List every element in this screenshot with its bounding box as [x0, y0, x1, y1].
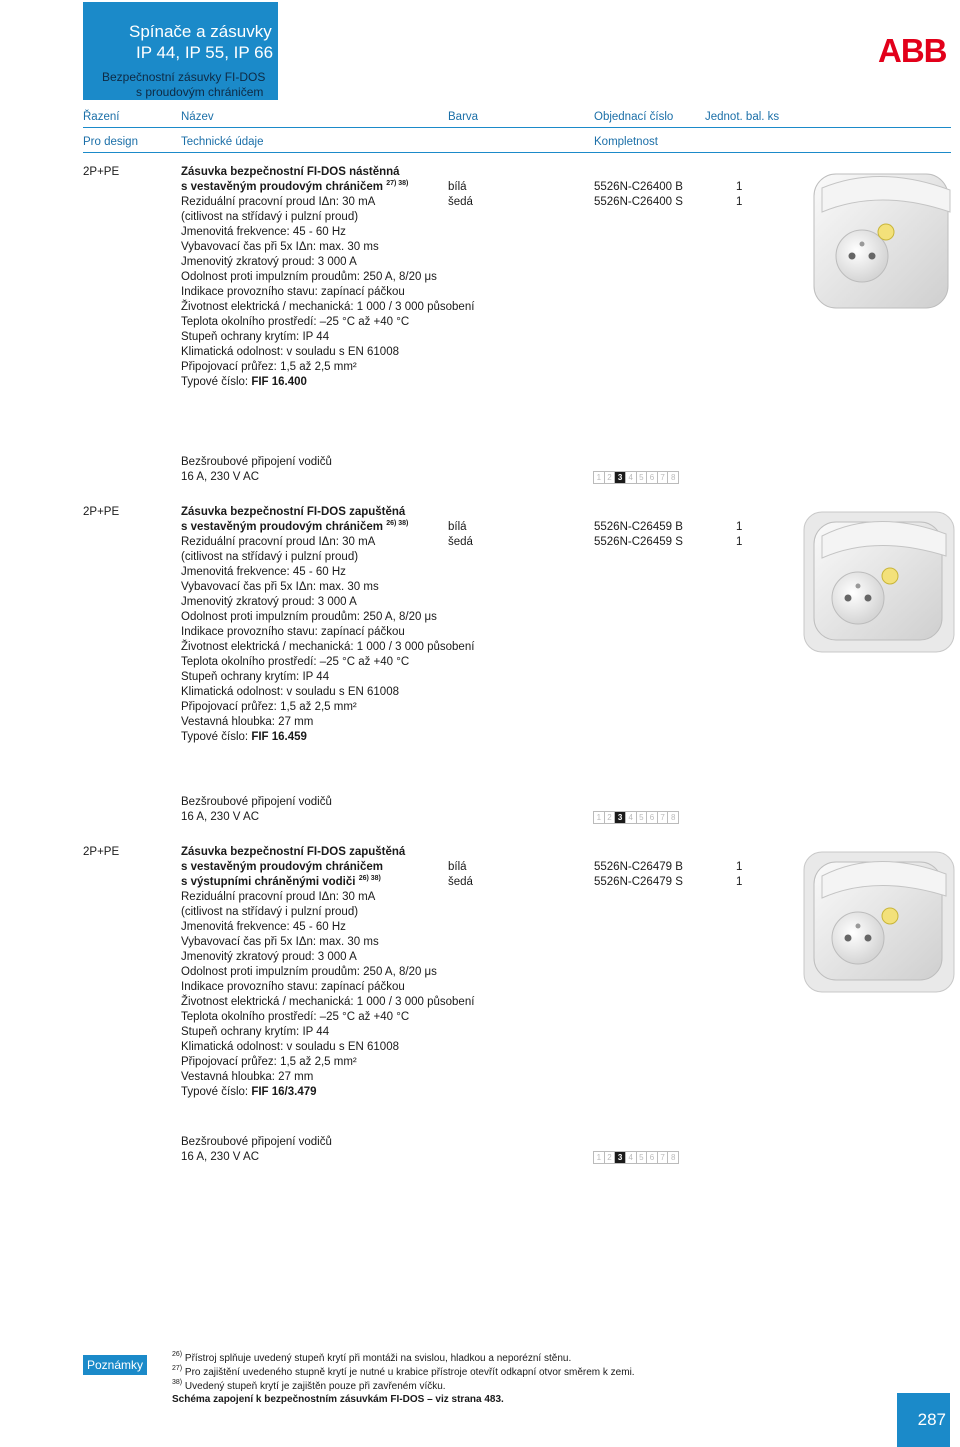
spec-line: Připojovací průřez: 1,5 až 2,5 mm²	[181, 1056, 357, 1068]
wiring-box: 3	[615, 472, 626, 483]
wiring-box: 5	[637, 472, 648, 483]
variant-order-number: 5526N-C26400 B	[594, 181, 683, 193]
spec-line: Vestavná hloubka: 27 mm	[181, 716, 314, 728]
note-item	[172, 1380, 446, 1393]
wiring-box: 6	[647, 812, 658, 823]
footnote-ref: 26) 38)	[386, 520, 409, 527]
col-jednot-bal: Jednot. bal. ks	[705, 111, 780, 123]
spec-line: Indikace provozního stavu: zapínací páčkou	[181, 981, 405, 993]
footnote-ref: 26) 38)	[358, 875, 381, 882]
spec-line: Připojovací průřez: 1,5 až 2,5 mm²	[181, 701, 357, 713]
wiring-box: 2	[605, 812, 616, 823]
type-number-value: FIF 16.459	[251, 731, 307, 743]
wiring-box: 7	[658, 812, 669, 823]
spec-line: Reziduální pracovní proud IΔn: 30 mA	[181, 891, 376, 903]
section-header	[83, 2, 278, 100]
note-item	[172, 1366, 635, 1379]
variant-pack-qty: 1	[736, 181, 743, 193]
spec-line: Reziduální pracovní proud IΔn: 30 mA	[181, 536, 376, 548]
col-objednaci-cislo: Objednací číslo	[594, 111, 674, 123]
spec-line: Teplota okolního prostředí: –25 °C až +40 °C	[181, 656, 410, 668]
product-photo	[796, 840, 956, 1000]
wiring-box: 7	[658, 472, 669, 483]
variant-pack-qty: 1	[736, 521, 743, 533]
variant-barva: bílá	[448, 861, 467, 873]
product-title-line2	[181, 180, 408, 195]
spec-line: Jmenovitý zkratový proud: 3 000 A	[181, 951, 357, 963]
section-subtitle-2: s proudovým chráničem	[136, 85, 264, 99]
product-title-text: s vestavěným proudovým chráničem	[181, 521, 383, 533]
footnote-ref: 27) 38)	[386, 180, 409, 187]
col-razeni: Řazení	[83, 111, 120, 123]
product-razeni: 2P+PE	[83, 506, 120, 518]
variant-barva: šedá	[448, 876, 473, 888]
type-number-value: FIF 16/3.479	[251, 1086, 317, 1098]
col-barva: Barva	[448, 111, 479, 123]
spec-line: Stupeň ochrany krytím: IP 44	[181, 1026, 330, 1038]
spec-line: Jmenovitá frekvence: 45 - 60 Hz	[181, 921, 346, 933]
spec-line: Životnost elektrická / mechanická: 1 000 / 3 000 působení	[181, 996, 475, 1008]
rating: 16 A, 230 V AC	[181, 471, 260, 483]
wiring-box: 5	[637, 812, 648, 823]
wiring-box: 8	[670, 1153, 676, 1162]
wiring-box: 8	[670, 813, 676, 822]
wiring-box: 1	[594, 812, 605, 823]
col-technicke-udaje: Technické údaje	[181, 136, 264, 148]
section-title: Spínače a zásuvky	[129, 22, 272, 41]
variant-barva: bílá	[448, 181, 467, 193]
wiring-box: 3	[615, 1152, 626, 1163]
product-title-text: s výstupními chráněnými vodiči	[181, 876, 356, 888]
wiring-box: 4	[626, 472, 637, 483]
wiring-box: 4	[626, 812, 637, 823]
type-number	[181, 1085, 317, 1100]
abb-logo: ABB	[878, 32, 947, 69]
product-title-text: s vestavěným proudovým chráničem	[181, 181, 383, 193]
spec-line: Klimatická odolnost: v souladu s EN 61008	[181, 346, 399, 358]
spec-line: Odolnost proti impulzním proudům: 250 A, 8/20 μs	[181, 966, 437, 978]
spec-line: Teplota okolního prostředí: –25 °C až +40 °C	[181, 1011, 410, 1023]
product-title-line2	[181, 860, 383, 875]
spec-line: Jmenovitý zkratový proud: 3 000 A	[181, 256, 357, 268]
wiring-box: 1	[594, 1152, 605, 1163]
rating: 16 A, 230 V AC	[181, 811, 260, 823]
spec-line: Jmenovitá frekvence: 45 - 60 Hz	[181, 226, 346, 238]
spec-line: Životnost elektrická / mechanická: 1 000 / 3 000 působení	[181, 641, 475, 653]
spec-line: Klimatická odolnost: v souladu s EN 61008	[181, 686, 399, 698]
wiring-box: 2	[605, 472, 616, 483]
col-nazev: Název	[181, 111, 214, 123]
product-photo	[796, 500, 956, 660]
spec-line: (citlivost na střídavý i pulzní proud)	[181, 211, 359, 223]
wiring-scheme-boxes	[593, 1151, 679, 1164]
note-text: Uvedený stupeň krytí je zajištěn pouze při zavřeném víčku.	[184, 1381, 446, 1392]
variant-pack-qty: 1	[736, 196, 743, 208]
spec-line: (citlivost na střídavý i pulzní proud)	[181, 551, 359, 563]
product-title-line2	[181, 520, 408, 535]
wiring-box: 5	[637, 1152, 648, 1163]
col-kompletnost: Kompletnost	[594, 136, 658, 148]
product-title: Zásuvka bezpečnostní FI-DOS nástěnná	[181, 166, 400, 178]
notes-label: Poznámky	[83, 1355, 147, 1375]
spec-line: Vestavná hloubka: 27 mm	[181, 1071, 314, 1083]
wiring-box: 2	[605, 1152, 616, 1163]
header-divider-2	[83, 152, 951, 153]
variant-order-number: 5526N-C26459 S	[594, 536, 683, 548]
type-number-label: Typové číslo:	[181, 1086, 252, 1098]
variant-pack-qty: 1	[736, 876, 743, 888]
connection-type: Bezšroubové připojení vodičů	[181, 1136, 332, 1148]
spec-line: Životnost elektrická / mechanická: 1 000 / 3 000 působení	[181, 301, 475, 313]
wiring-scheme-boxes	[593, 811, 679, 824]
variant-barva: šedá	[448, 196, 473, 208]
note-text: Přístroj splňuje uvedený stupeň krytí při montáži na svislou, hladkou a neporézní stěnu.	[184, 1353, 572, 1364]
note-text: Pro zajištění uvedeného stupně krytí je nutné u krabice přístroje otevřít odkapní otvor směrem k zemi.	[184, 1367, 635, 1378]
section-subtitle: Bezpečnostní zásuvky FI-DOS	[102, 70, 266, 84]
product-razeni: 2P+PE	[83, 166, 120, 178]
spec-line: Indikace provozního stavu: zapínací páčkou	[181, 286, 405, 298]
wiring-box: 4	[626, 1152, 637, 1163]
type-number-label: Typové číslo:	[181, 376, 252, 388]
wiring-box: 1	[594, 472, 605, 483]
note-ref: 26)	[172, 1351, 183, 1358]
variant-pack-qty: 1	[736, 861, 743, 873]
variant-barva: bílá	[448, 521, 467, 533]
note-item	[172, 1352, 571, 1365]
wiring-box: 6	[647, 472, 658, 483]
type-number-label: Typové číslo:	[181, 731, 252, 743]
header-divider	[83, 127, 951, 128]
spec-line: Indikace provozního stavu: zapínací páčkou	[181, 626, 405, 638]
spec-line: Teplota okolního prostředí: –25 °C až +40 °C	[181, 316, 410, 328]
spec-line: Jmenovitá frekvence: 45 - 60 Hz	[181, 566, 346, 578]
spec-line: Vybavovací čas při 5x IΔn: max. 30 ms	[181, 241, 379, 253]
wiring-box: 6	[647, 1152, 658, 1163]
spec-line: Jmenovitý zkratový proud: 3 000 A	[181, 596, 357, 608]
variant-order-number: 5526N-C26479 B	[594, 861, 683, 873]
variant-barva: šedá	[448, 536, 473, 548]
product-title-line3	[181, 875, 381, 890]
product-title-text: s vestavěným proudovým chráničem	[181, 861, 383, 873]
spec-line: Připojovací průřez: 1,5 až 2,5 mm²	[181, 361, 357, 373]
section-title-ip: IP 44, IP 55, IP 66	[136, 43, 274, 62]
spec-line: Reziduální pracovní proud IΔn: 30 mA	[181, 196, 376, 208]
note-ref: 38)	[172, 1379, 183, 1386]
wiring-box: 7	[658, 1152, 669, 1163]
notes-footer: Schéma zapojení k bezpečnostním zásuvkám FI-DOS – viz strana 483.	[172, 1394, 504, 1405]
product-photo	[800, 160, 960, 320]
spec-line: Vybavovací čas při 5x IΔn: max. 30 ms	[181, 936, 379, 948]
product-razeni: 2P+PE	[83, 846, 120, 858]
variant-order-number: 5526N-C26459 B	[594, 521, 683, 533]
spec-line: Odolnost proti impulzním proudům: 250 A, 8/20 μs	[181, 271, 437, 283]
connection-type: Bezšroubové připojení vodičů	[181, 456, 332, 468]
page-number: 287	[897, 1393, 950, 1447]
type-number	[181, 375, 307, 390]
type-number-value: FIF 16.400	[251, 376, 307, 388]
product-title: Zásuvka bezpečnostní FI-DOS zapuštěná	[181, 506, 406, 518]
variant-order-number: 5526N-C26400 S	[594, 196, 683, 208]
wiring-scheme-boxes	[593, 471, 679, 484]
variant-pack-qty: 1	[736, 536, 743, 548]
spec-line: Klimatická odolnost: v souladu s EN 61008	[181, 1041, 399, 1053]
connection-type: Bezšroubové připojení vodičů	[181, 796, 332, 808]
spec-line: Vybavovací čas při 5x IΔn: max. 30 ms	[181, 581, 379, 593]
spec-line: Stupeň ochrany krytím: IP 44	[181, 331, 330, 343]
wiring-box: 3	[615, 812, 626, 823]
spec-line: Stupeň ochrany krytím: IP 44	[181, 671, 330, 683]
spec-line: (citlivost na střídavý i pulzní proud)	[181, 906, 359, 918]
variant-order-number: 5526N-C26479 S	[594, 876, 683, 888]
note-ref: 27)	[172, 1365, 183, 1372]
rating: 16 A, 230 V AC	[181, 1151, 260, 1163]
type-number	[181, 730, 307, 745]
product-title: Zásuvka bezpečnostní FI-DOS zapuštěná	[181, 846, 406, 858]
col-pro-design: Pro design	[83, 136, 138, 148]
spec-line: Odolnost proti impulzním proudům: 250 A, 8/20 μs	[181, 611, 437, 623]
wiring-box: 8	[670, 473, 676, 482]
